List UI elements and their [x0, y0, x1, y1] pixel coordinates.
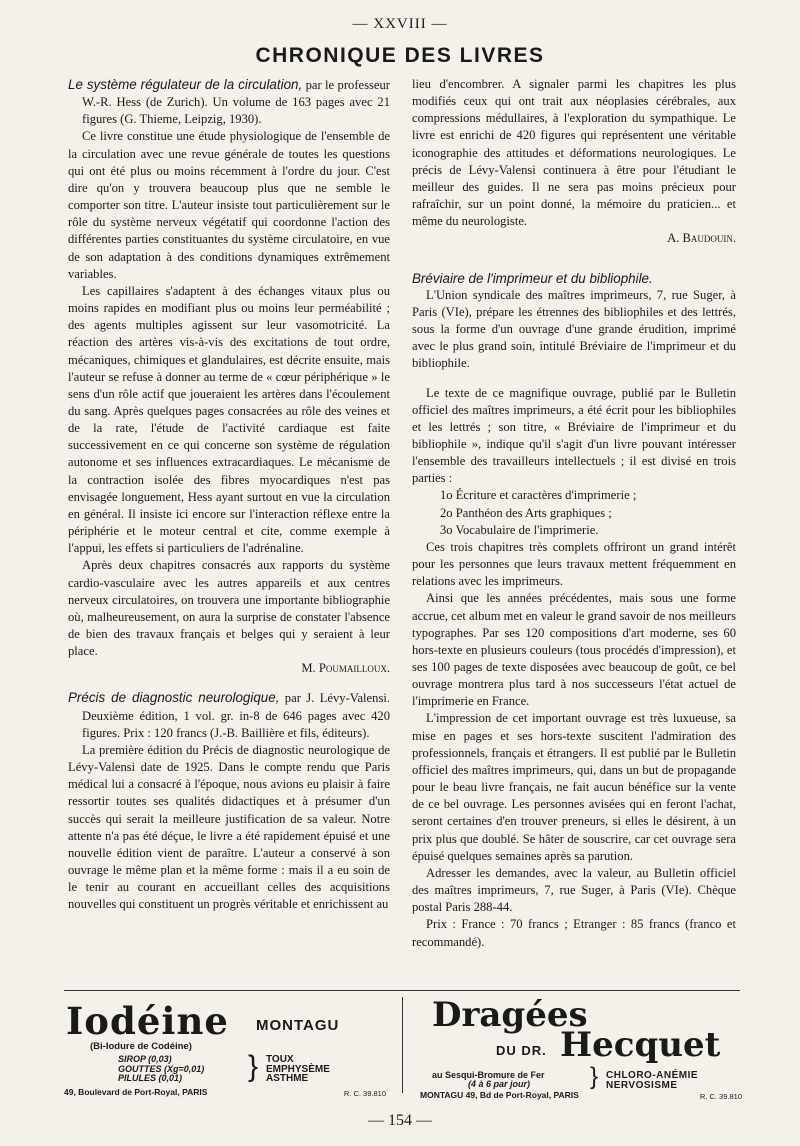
ads-divider [402, 997, 403, 1093]
iodeine-product-name: Iodéine [66, 999, 229, 1043]
article-2-paragraph-1: La première édition du Précis de diagnostic neurologique de Lévy-Valensi date de 1925. Dans le compte rendu que Paris médical lui a consacré à l'époque, nous avions eu plaisir à faire ressortir toutes ses qualités didactiques et à présumer d'un succès qui serait la meilleure justification de sa valeur. Notre attente n'a pas été déçue, le livre a été rapidement épuisé et une nouvelle édition vient de paraître. L'auteur a conservé à son ouvrage le même plan et la même forme : mais il a eu soin de le tenir au courant en accueillant celles des acquisitions nouvelles qui constituent un progrès véritable et enrichissent au [68, 742, 390, 912]
article-2-signature: A. Baudouin. [667, 231, 736, 246]
article-3-paragraph-1: L'Union syndicale des maîtres imprimeurs, 7, rue Suger, à Paris (VIe), prépare les étrennes des bibliophiles et des lettrés, sous la forme d'un ouvrage d'une grande érudition, imprimé avec le plus grand soin, intitulé Bréviaire de l'imprimeur et du bibliophile. [412, 287, 736, 371]
roman-page-header: — XXVIII — [352, 16, 448, 32]
dragees-rc-number: R. C. 39.810 [699, 1092, 742, 1101]
dragees-composition-text: au Sesqui-Bromure de Fer [432, 1070, 545, 1080]
article-3-paragraph-4: Ainsi que les années précédentes, mais sous une forme accrue, cet album met en valeur le grand savoir de nos meilleurs typographes. Par ses 120 compositions d'art moderne, ses 60 hors-texte en plusieurs couleurs (tous procédés d'impression), et ses 100 pages de texte disposées avec beaucoup de goût, ce bel ouvrage montrera plus tard à nos successeurs l'état actuel de l'imprimerie en France. [412, 591, 736, 709]
iodeine-forms [118, 1055, 204, 1084]
right-column [412, 76, 736, 951]
advertisement-iodeine [60, 997, 396, 1097]
iodeine-indications [266, 1055, 330, 1084]
article-1-signature: M. Poumailloux. [301, 661, 390, 676]
dragees-dose: (4 à 6 par jour) [468, 1079, 531, 1089]
iodeine-form: PILULES (0,01) [118, 1073, 183, 1083]
dragees-product-name: Dragées [432, 995, 588, 1035]
article-3-list-item: 1o Écriture et caractères d'imprimerie ; [440, 488, 637, 503]
article-2-title: Précis de diagnostic neurologique, [68, 690, 280, 706]
article-3-paragraph-5: L'impression de cet important ouvrage est très luxueuse, sa mise en pages et ses hors-texte suscitent l'admiration des professionnels, français et étrangers. Il est publié par le Bulletin officiel des maîtres imprimeurs, qui, dans un but de propagande pour le beau livre français, ne fait aucun bénéfice sur la vente de ce bel ouvrage. Les personnes avisées qui en feront l'achat, seront certaines d'en trouver preneurs, si elles le désirent, à un prix plus que doublé. Se hâter de souscrire, car cet ouvrage sera épuisé quelques semaines après sa parution. [412, 711, 736, 863]
advertisement-dragees-hecquet [412, 995, 742, 1101]
article-3-paragraph-6: Adresser les demandes, avec la valeur, au Bulletin officiel des maîtres imprimeurs, 7, rue Suger, à Paris (VIe). Chèque postal Paris 288-44. [412, 865, 736, 915]
article-3-list-item: 3o Vocabulaire de l'imprimerie. [440, 522, 599, 537]
brace-icon: } [248, 1050, 259, 1083]
article-1-title: Le système régulateur de la circulation, [68, 77, 303, 92]
iodeine-brand: MONTAGU [256, 1017, 340, 1034]
ads-top-rule [64, 990, 740, 991]
dragees-composition [432, 1071, 545, 1089]
iodeine-address: 49, Boulevard de Port-Royal, PARIS [64, 1087, 208, 1097]
page-number: — 154 — [368, 1112, 432, 1129]
hecquet-name: Hecquet [560, 1025, 721, 1065]
brace-icon: } [590, 1063, 599, 1090]
iodeine-form: SIROP (0,03) [118, 1054, 172, 1064]
article-1-paragraph-3: Après deux chapitres consacrés aux rapports du système cardio-vasculaire avec les autres appareils et aux centres nerveux circulatoires, on trouvera une importante bibliographie où, malheureusement, on aura la surprise de constater l'absence de bien des travaux français et belges qui y seraient à leur place. [68, 558, 390, 659]
article-3-paragraph-3: Ces trois chapitres très complets offriront un grand intérêt pour les personnes que leurs travaux mettent fréquemment en relations avec les imprimeurs. [412, 539, 736, 589]
dragees-indications [606, 1071, 698, 1091]
du-dr-label: DU DR. [496, 1043, 547, 1058]
iodeine-rc-number: R. C. 39.810 [343, 1089, 386, 1098]
article-3-paragraph-7: Prix : France : 70 francs ; Etranger : 85 francs (franco et recommandé). [412, 917, 736, 949]
dragees-address: MONTAGU 49, Bd de Port-Royal, PARIS [420, 1090, 579, 1100]
article-3-list-item: 2o Panthéon des Arts graphiques ; [440, 505, 612, 520]
article-3-paragraph-2: Le texte de ce magnifique ouvrage, publié par le Bulletin officiel des maîtres imprimeurs, a été écrit pour les bibliophiles et les lettrés ; son titre, « Bréviaire de l'imprimeur et du bibliophile », indique qu'il s'agit d'un livre pouvant intéresser l'ensemble des travailleurs intellectuels ; il est divisé en trois parties : [412, 385, 736, 486]
iodeine-indication: TOUX [266, 1054, 294, 1065]
iodeine-indication: EMPHYSÈME [266, 1063, 330, 1075]
article-2-byline: par J. Lévy-Valensi. Deuxième édition, 1 vol. gr. in-8 de 646 pages avec 420 figures. Prix : 120 francs (J.-B. Baillière et fils, éditeurs). [82, 691, 390, 740]
section-title: CHRONIQUE DES LIVRES [255, 44, 545, 67]
iodeine-form: GOUTTES (Xg=0,01) [118, 1063, 205, 1074]
dragees-indication: NERVOSISME [606, 1080, 678, 1091]
iodeine-indication: ASTHME [266, 1073, 309, 1084]
article-1-paragraph-2: Les capillaires s'adaptent à des échanges vitaux plus ou moins rapides en modifiant plus ou moins leur perméabilité ; des agents multiples agissent sur leur vasomotricité. La réaction des artères vis-à-vis des excitations de tout ordre, mécaniques, chimiques et glandulaires, est décrite ensuite, mais l'auteur se refuse à donner au terme de « cœur périphérique » le sens d'un rôle actif que joueraient les artères dans l'écoulement du sang. Après quelques pages consacrées au rôle des veines et de la rate, l'étude de l'activité cardiaque est faite successivement en ce qui concerne son système de régulation autonome et ses influences extracardiaques. Le mécanisme de la contraction isolée des fibres myocardiques n'est pas envisagée longuement, Hess ayant surtout en vue la circulation en général. Il insiste ici encore sur l'interaction réflexe entre la périphérie et le moteur central et cite, comme exemple à l'appui, les effets si particuliers de l'adrénaline. [68, 283, 390, 556]
article-1-heading [68, 76, 390, 128]
iodeine-subtitle: (Bi-Iodure de Codéine) [90, 1041, 192, 1052]
article-2-continuation: lieu d'encombrer. A signaler parmi les chapitres les plus modifiés ceux qui ont trait aux néoplasies cérébrales, aux compressions médullaires, à l'exploration du sympathique. Le livre est enrichi de 420 figures qui représentent une véritable iconographie des attitudes et déformations neurologiques. Le précis de Lévy-Valensi continuera à être pour l'étudiant le meilleur des guides. Il ne sera pas moins précieux pour rafraîchir, sur un point donné, la mémoire du praticien... et même du neurologiste. [412, 77, 736, 229]
article-1-paragraph-1: Ce livre constitue une étude physiologique de l'ensemble de la circulation avec une revue générale de toutes les questions qui ont été plus ou moins récemment à l'ordre du jour. C'est dire qu'on y trouvera beaucoup plus que ne semble le comporter son titre. L'auteur insiste tout particulièrement sur le rôle du système nerveux végétatif qui coordonne l'action des différentes parties constituantes du système circulatoire, en vue de son adaptation à des conditions dynamiques extrêmement variables. [68, 129, 390, 281]
article-3-title: Bréviaire de l'imprimeur et du bibliophile. [412, 270, 653, 286]
left-column [68, 76, 390, 914]
dragees-indication: CHLORO-ANÉMIE [606, 1070, 699, 1081]
article-1-byline: par le professeur W.-R. Hess (de Zurich). Un volume de 163 pages avec 21 figures (G. Thieme, Leipzig, 1930). [82, 78, 390, 127]
article-2-heading [68, 689, 390, 741]
